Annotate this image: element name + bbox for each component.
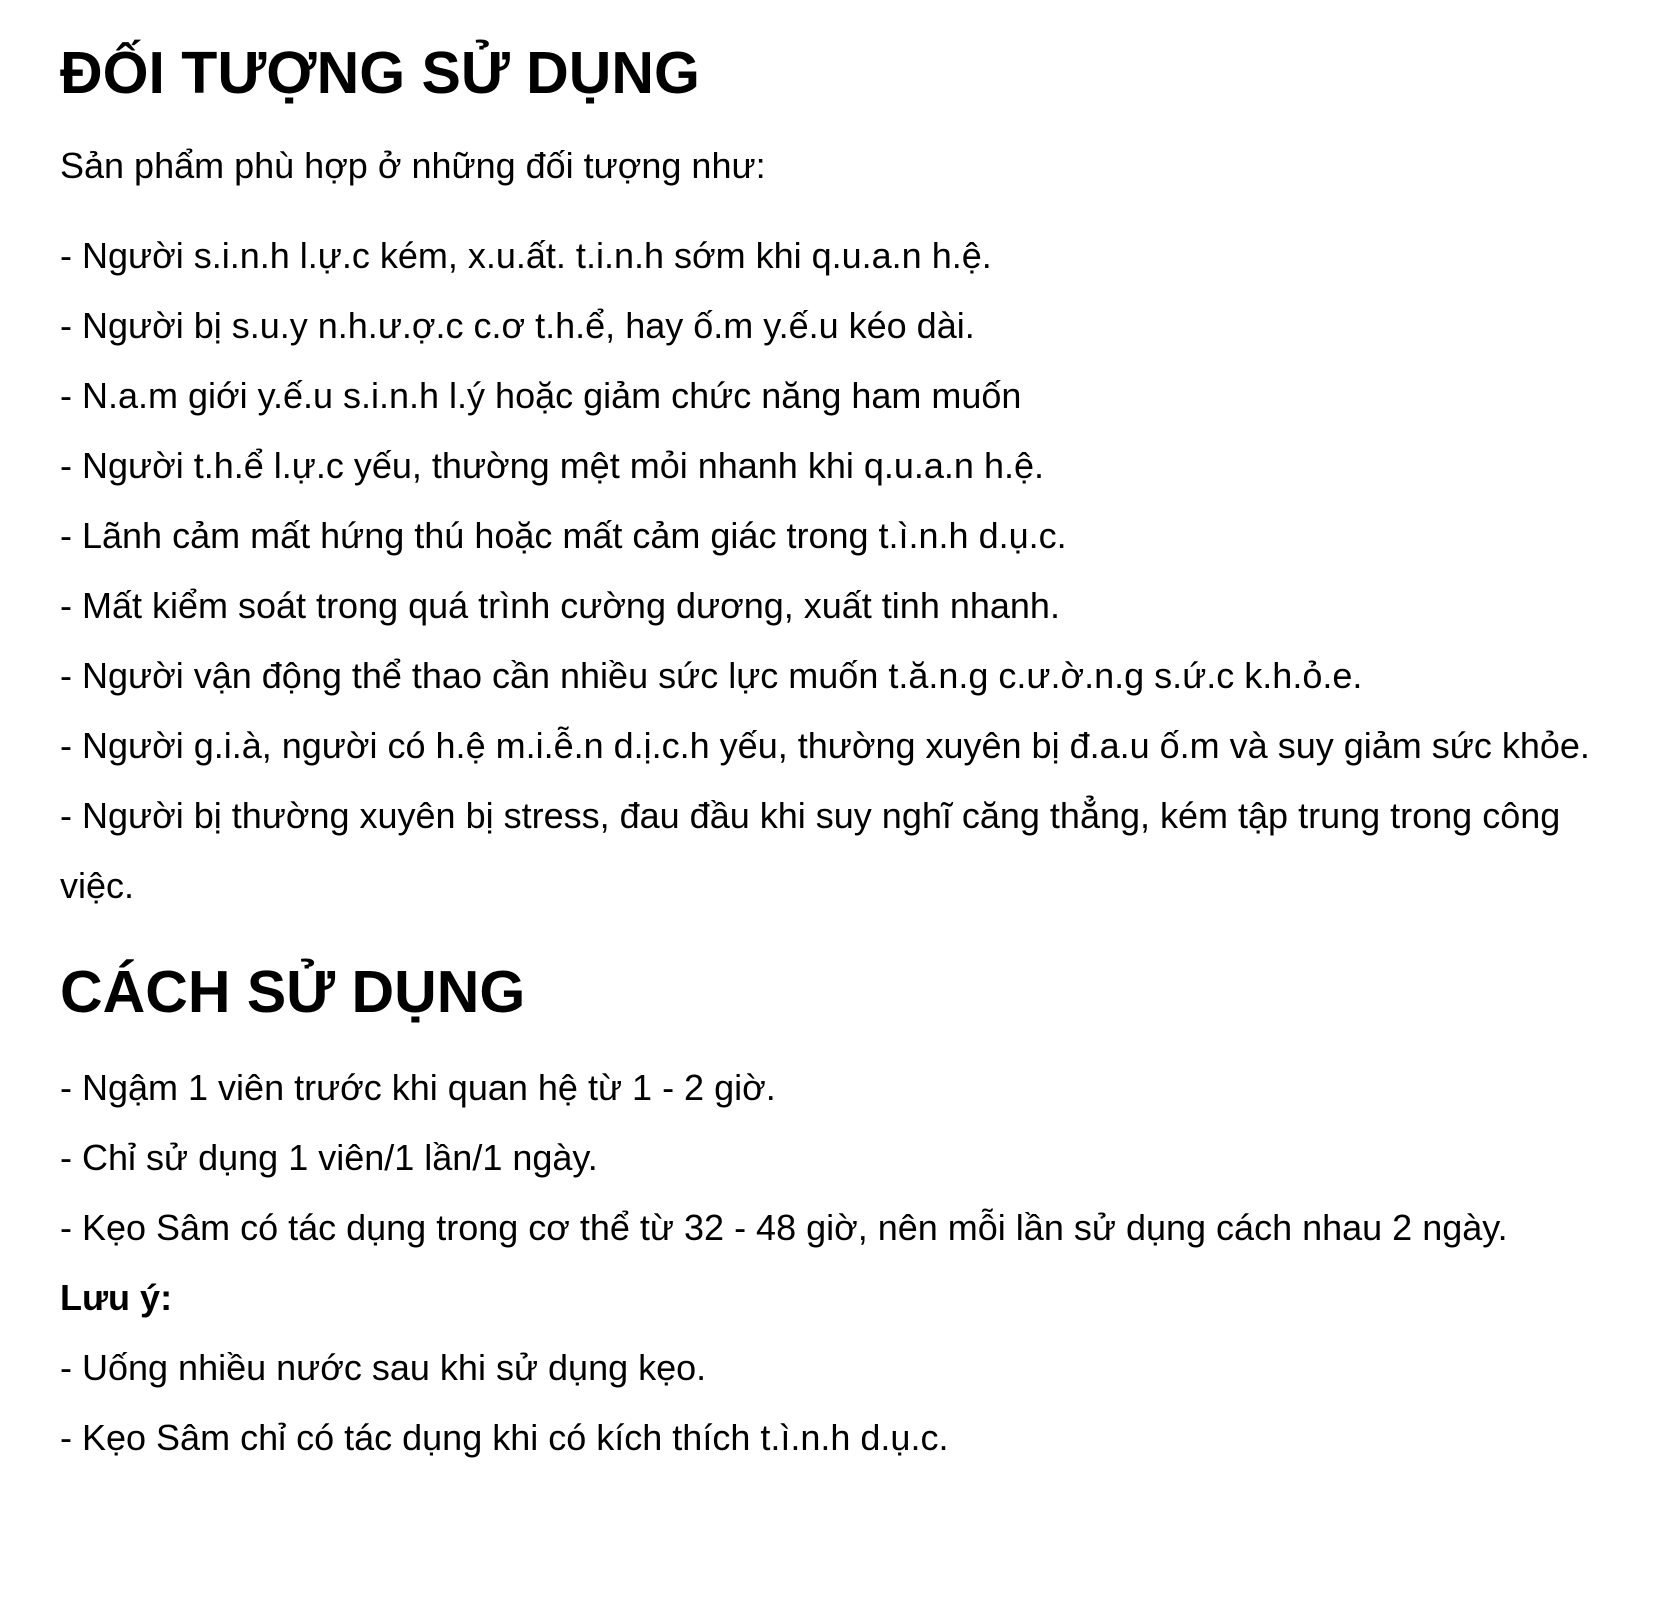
list-item: - Người bị s.u.y n.h.ư.ợ.c c.ơ t.h.ể, hay ố.m y.ế.u kéo dài. bbox=[60, 305, 975, 346]
usage-list bbox=[60, 1053, 1594, 1263]
list-item: - Lãnh cảm mất hứng thú hoặc mất cảm giác trong t.ì.n.h d.ụ.c. bbox=[60, 515, 1067, 556]
list-item: - Kẹo Sâm có tác dụng trong cơ thể từ 32 - 48 giờ, nên mỗi lần sử dụng cách nhau 2 ngày. bbox=[60, 1207, 1508, 1248]
usage-section bbox=[60, 921, 1594, 1473]
list-item: - Người s.i.n.h l.ự.c kém, x.u.ất. t.i.n.h sớm khi q.u.a.n h.ệ. bbox=[60, 235, 992, 276]
note-label: Lưu ý: bbox=[60, 1277, 173, 1318]
list-item: - Kẹo Sâm chỉ có tác dụng khi có kích thích t.ì.n.h d.ụ.c. bbox=[60, 1417, 949, 1458]
list-item: - Người g.i.à, người có h.ệ m.i.ễ.n d.ị.c.h yếu, thường xuyên bị đ.a.u ố.m và suy giảm sức khỏe. bbox=[60, 725, 1590, 766]
note-list bbox=[60, 1333, 1594, 1473]
section-heading: ĐỐI TƯỢNG SỬ DỤNG bbox=[60, 40, 700, 106]
target-users-section bbox=[60, 0, 1594, 921]
list-item: - N.a.m giới y.ế.u s.i.n.h l.ý hoặc giảm chức năng ham muốn bbox=[60, 375, 1022, 416]
list-item: - Người bị thường xuyên bị stress, đau đầu khi suy nghĩ căng thẳng, kém tập trung trong công việc. bbox=[60, 795, 1561, 906]
target-list bbox=[60, 221, 1594, 921]
list-item: - Uống nhiều nước sau khi sử dụng kẹo. bbox=[60, 1347, 707, 1388]
list-item: - Người vận động thể thao cần nhiều sức lực muốn t.ă.n.g c.ư.ờ.n.g s.ứ.c k.h.ỏ.e. bbox=[60, 655, 1363, 696]
section-heading: CÁCH SỬ DỤNG bbox=[60, 959, 526, 1025]
list-item: - Mất kiểm soát trong quá trình cường dương, xuất tinh nhanh. bbox=[60, 585, 1060, 626]
list-item: - Ngậm 1 viên trước khi quan hệ từ 1 - 2 giờ. bbox=[60, 1067, 776, 1108]
list-item: - Người t.h.ể l.ự.c yếu, thường mệt mỏi nhanh khi q.u.a.n h.ệ. bbox=[60, 445, 1044, 486]
intro-text: Sản phẩm phù hợp ở những đối tượng như: bbox=[60, 145, 766, 186]
list-item: - Chỉ sử dụng 1 viên/1 lần/1 ngày. bbox=[60, 1137, 598, 1178]
